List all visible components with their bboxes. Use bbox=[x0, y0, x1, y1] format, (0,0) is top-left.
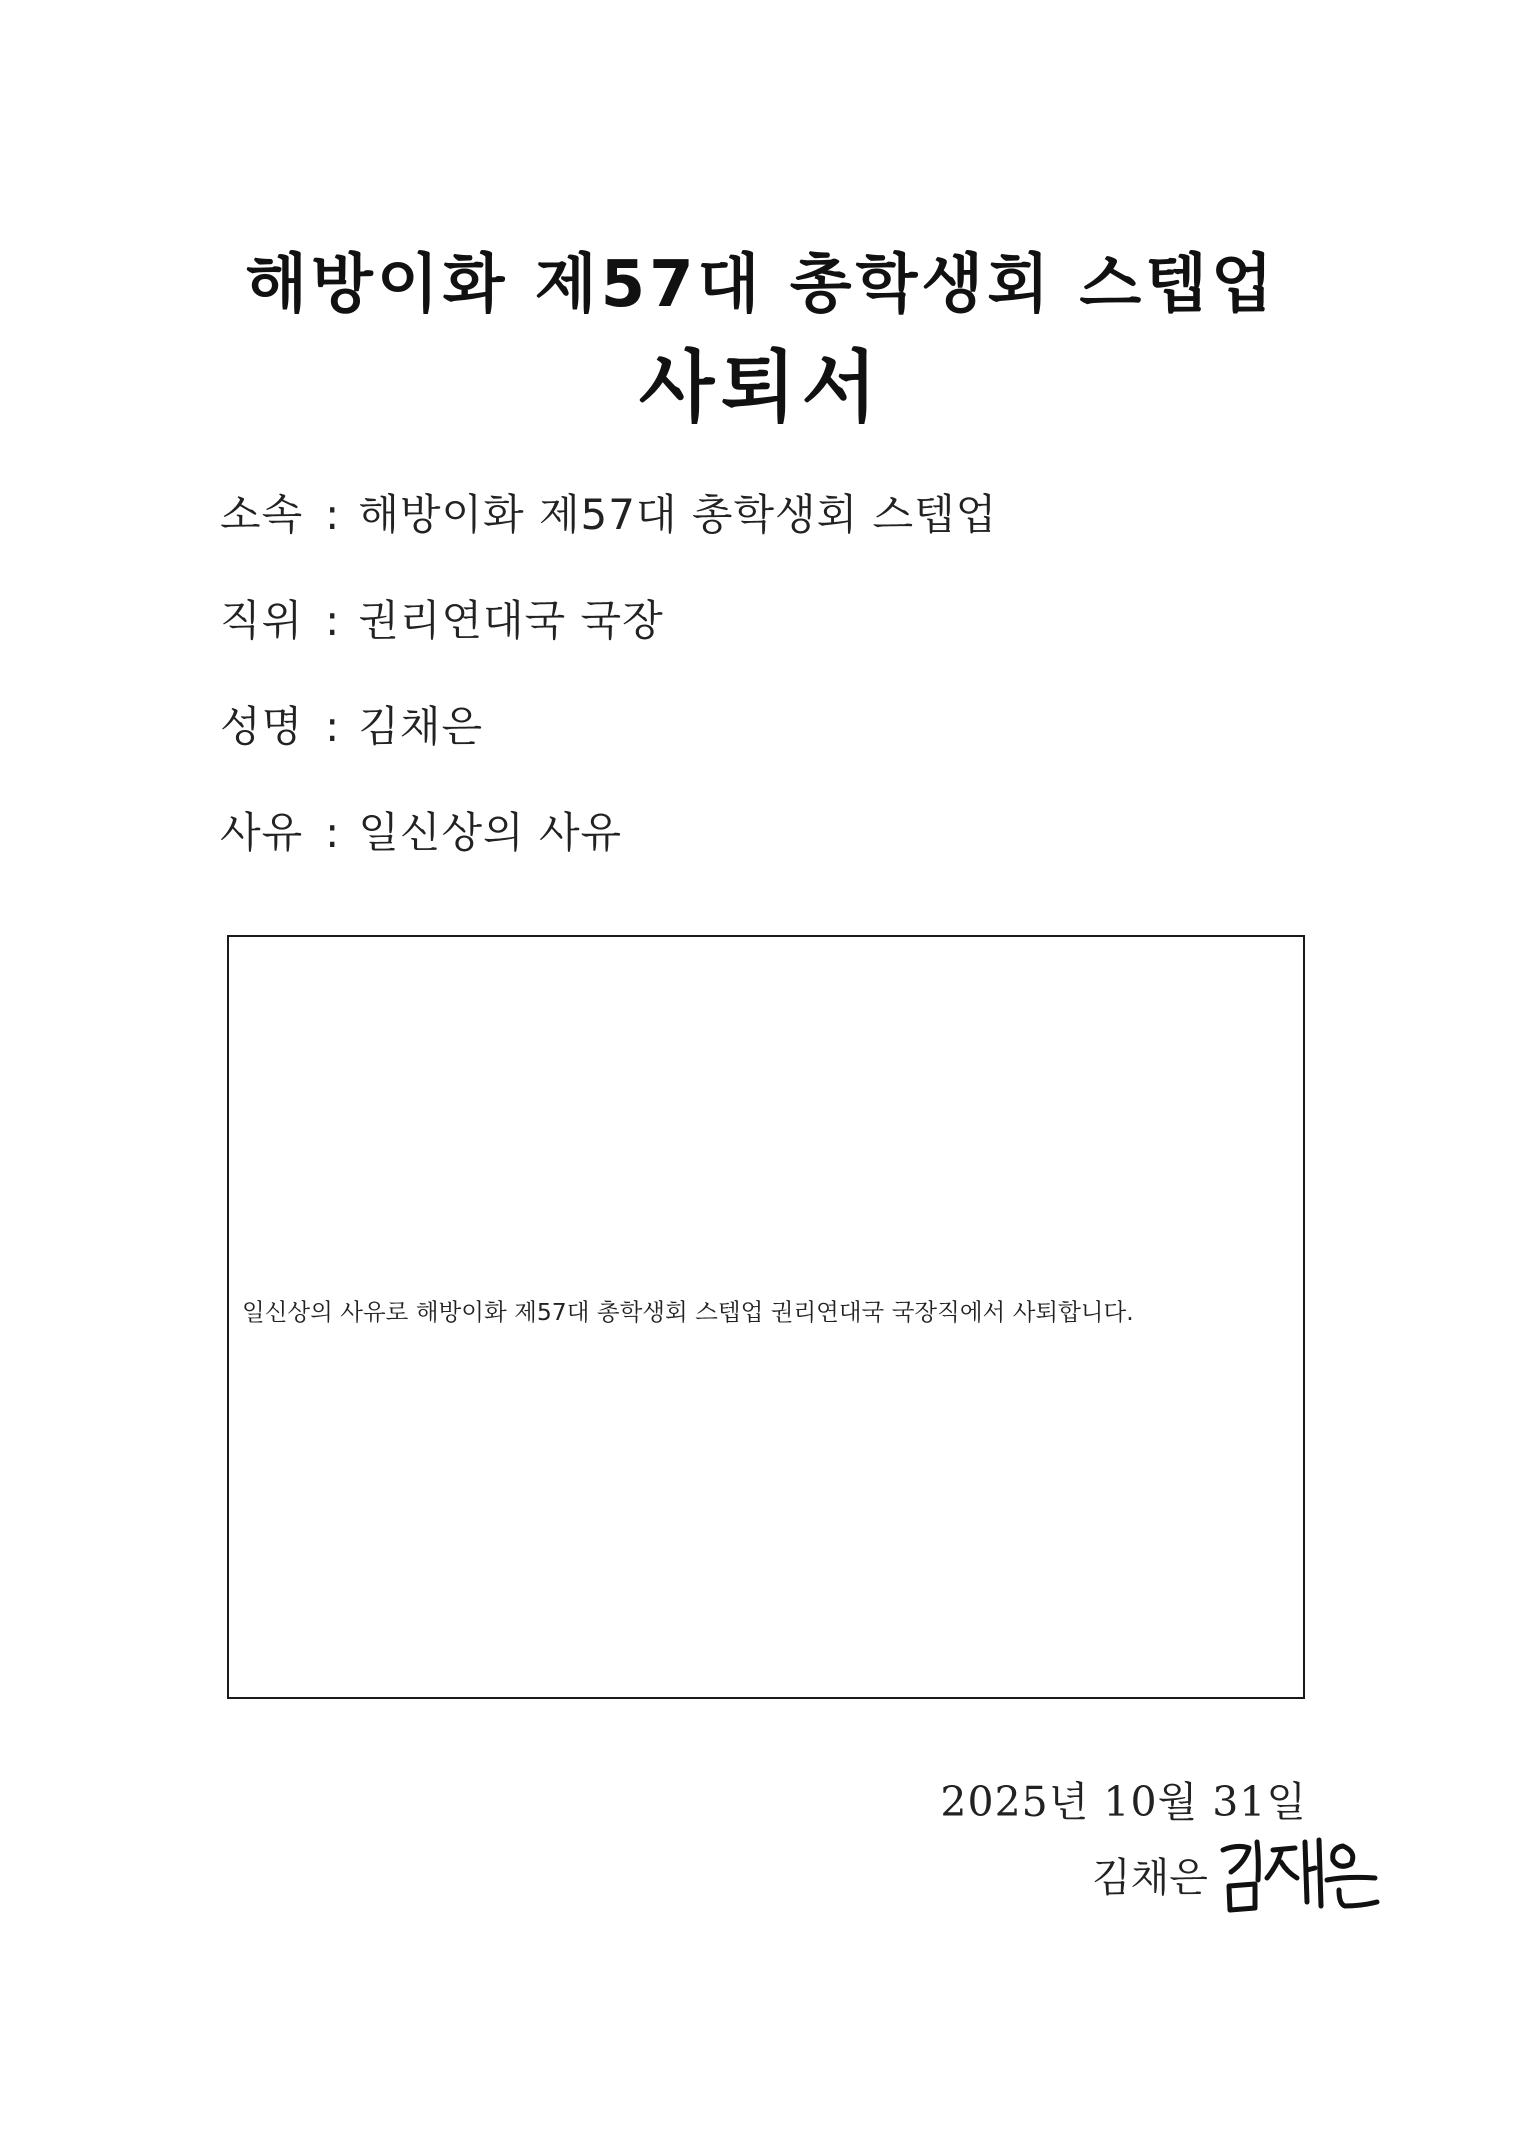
document-subtitle: 사퇴서 bbox=[638, 343, 884, 433]
field-position-separator: : bbox=[325, 596, 341, 645]
field-reason-value: 일신상의 사유 bbox=[358, 808, 623, 857]
field-position bbox=[220, 591, 664, 651]
document-title: 해방이화 제57대 총학생회 스텝업 bbox=[245, 248, 1277, 322]
handwritten-signature bbox=[1215, 1832, 1385, 1922]
field-name bbox=[220, 697, 483, 757]
field-affiliation-separator: : bbox=[325, 490, 341, 539]
field-name-separator: : bbox=[325, 702, 341, 751]
field-reason-separator: : bbox=[325, 808, 341, 857]
field-name-label: 성명 bbox=[220, 702, 304, 751]
field-affiliation bbox=[220, 485, 997, 545]
field-reason bbox=[220, 803, 622, 863]
field-position-label: 직위 bbox=[220, 596, 304, 645]
field-reason-label: 사유 bbox=[220, 808, 304, 857]
statement-text: 일신상의 사유로 해방이화 제57대 총학생회 스텝업 권리연대국 국장직에서 사퇴합니다. bbox=[242, 1298, 1134, 1326]
field-name-value: 김채은 bbox=[358, 702, 484, 751]
field-affiliation-value: 해방이화 제57대 총학생회 스텝업 bbox=[358, 490, 998, 539]
field-affiliation-label: 소속 bbox=[220, 490, 304, 539]
signature-graphic bbox=[1215, 1832, 1385, 1922]
statement-box bbox=[227, 935, 1305, 1699]
signer-name: 김채은 bbox=[1092, 1855, 1208, 1901]
document-date: 2025년 10월 31일 bbox=[940, 1778, 1307, 1826]
field-position-value: 권리연대국 국장 bbox=[358, 596, 664, 645]
